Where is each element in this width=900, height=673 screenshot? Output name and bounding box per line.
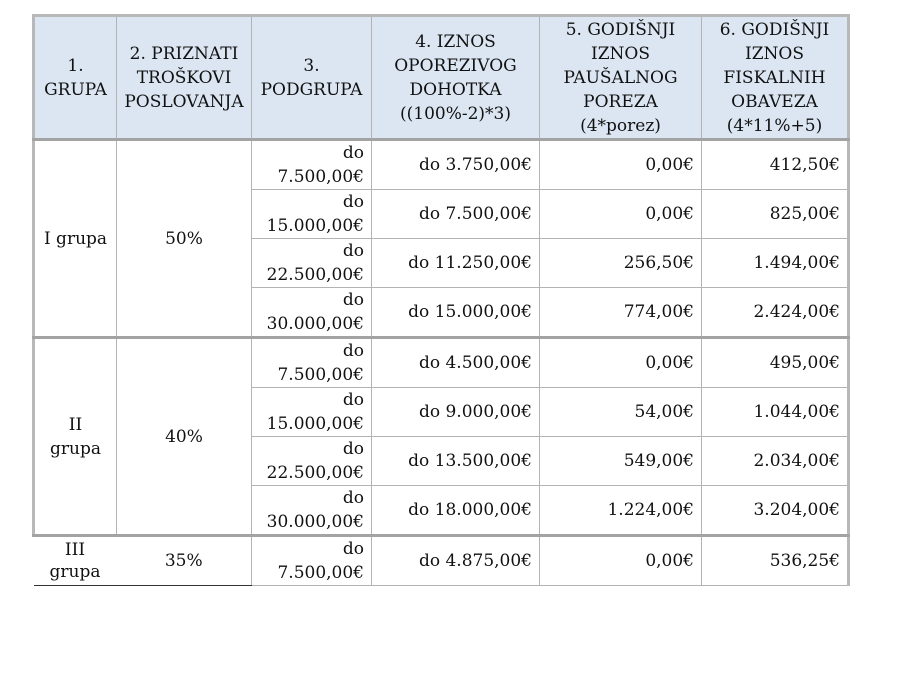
group-name-cell: III grupa: [34, 536, 117, 586]
subgroup-cell: do 7.500,00€: [252, 536, 372, 586]
tax-table: [32, 14, 850, 586]
tax-cell: 774,00€: [540, 288, 702, 338]
tax-cell: 0,00€: [540, 140, 702, 190]
costs-cell: 35%: [117, 536, 252, 586]
subgroup-cell: do 7.500,00€: [252, 338, 372, 388]
income-cell: do 13.500,00€: [372, 437, 540, 486]
header-row: [34, 16, 849, 140]
table-row: [34, 536, 849, 586]
income-cell: do 18.000,00€: [372, 486, 540, 536]
subgroup-cell: do 22.500,00€: [252, 437, 372, 486]
fiscal-cell: 536,25€: [702, 536, 849, 586]
table-body: [34, 140, 849, 586]
tax-cell: 0,00€: [540, 338, 702, 388]
income-cell: do 7.500,00€: [372, 190, 540, 239]
header-group: 1. GRUPA: [34, 16, 117, 140]
fiscal-cell: 2.034,00€: [702, 437, 849, 486]
subgroup-cell: do 15.000,00€: [252, 388, 372, 437]
income-cell: do 15.000,00€: [372, 288, 540, 338]
subgroup-cell: do 7.500,00€: [252, 140, 372, 190]
header-costs: 2. PRIZNATI TROŠKOVI POSLOVANJA: [117, 16, 252, 140]
income-cell: do 3.750,00€: [372, 140, 540, 190]
header-fiscal-obligations: 6. GODIŠNJI IZNOS FISKALNIH OBAVEZA (4*11%+5): [702, 16, 849, 140]
income-cell: do 4.500,00€: [372, 338, 540, 388]
subgroup-cell: do 30.000,00€: [252, 486, 372, 536]
tax-cell: 549,00€: [540, 437, 702, 486]
header-subgroup: 3. PODGRUPA: [252, 16, 372, 140]
fiscal-cell: 825,00€: [702, 190, 849, 239]
table-row: [34, 140, 849, 190]
costs-cell: 40%: [117, 338, 252, 536]
subgroup-cell: do 22.500,00€: [252, 239, 372, 288]
tax-cell: 0,00€: [540, 190, 702, 239]
fiscal-cell: 1.044,00€: [702, 388, 849, 437]
tax-cell: 54,00€: [540, 388, 702, 437]
fiscal-cell: 495,00€: [702, 338, 849, 388]
group-name-cell: I grupa: [34, 140, 117, 338]
costs-cell: 50%: [117, 140, 252, 338]
fiscal-cell: 2.424,00€: [702, 288, 849, 338]
header-taxable-income: 4. IZNOS OPOREZIVOG DOHOTKA ((100%-2)*3): [372, 16, 540, 140]
fiscal-cell: 1.494,00€: [702, 239, 849, 288]
income-cell: do 9.000,00€: [372, 388, 540, 437]
tax-cell: 256,50€: [540, 239, 702, 288]
income-cell: do 11.250,00€: [372, 239, 540, 288]
fiscal-cell: 412,50€: [702, 140, 849, 190]
header-annual-tax: 5. GODIŠNJI IZNOS PAUŠALNOG POREZA (4*porez): [540, 16, 702, 140]
tax-table-container: [32, 14, 850, 586]
income-cell: do 4.875,00€: [372, 536, 540, 586]
tax-cell: 1.224,00€: [540, 486, 702, 536]
tax-cell: 0,00€: [540, 536, 702, 586]
subgroup-cell: do 30.000,00€: [252, 288, 372, 338]
group-name-cell: II grupa: [34, 338, 117, 536]
table-row: [34, 338, 849, 388]
subgroup-cell: do 15.000,00€: [252, 190, 372, 239]
fiscal-cell: 3.204,00€: [702, 486, 849, 536]
